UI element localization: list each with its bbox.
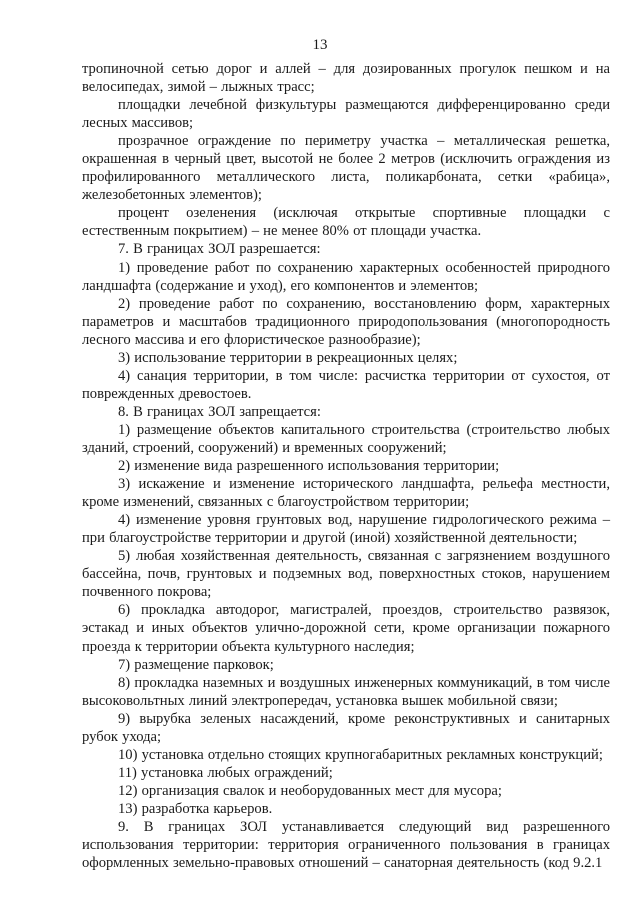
section-heading-7: 7. В границах ЗОЛ разрешается:: [118, 241, 321, 258]
list-item: 11) установка любых ограждений;: [118, 764, 333, 781]
paragraph: прозрачное ограждение по периметру участка – металлическая решетка, окрашенная в черный цвет, высотой не более 2 метров (исключить ограждения из профилированного металлического листа, поликарбоната, сетки «рабица», железобетонных элементов);: [82, 133, 610, 204]
paragraph: процент озеленения (исключая открытые спортивные площадки с естественным покрытием) – не менее 80% от площади участка.: [82, 205, 610, 240]
list-item: 9) вырубка зеленых насаждений, кроме реконструктивных и санитарных рубок ухода;: [82, 710, 610, 745]
list-item: 10) установка отдельно стоящих крупногабаритных рекламных конструкций;: [118, 746, 603, 763]
paragraph: тропиночной сетью дорог и аллей – для дозированных прогулок пешком и на велосипедах, зимой – лыжных трасс;: [82, 61, 610, 96]
list-item: 1) размещение объектов капитального строительства (строительство любых зданий, строений, сооружений) и временных сооружений;: [82, 421, 610, 456]
list-item: 4) санация территории, в том числе: расчистка территории от сухостоя, от поврежденных древостоев.: [82, 367, 610, 402]
list-item: 5) любая хозяйственная деятельность, связанная с загрязнением воздушного бассейна, почв, грунтовых и подземных вод, поверхностных стоков, нарушением почвенного покрова;: [82, 548, 610, 601]
document-body: [82, 60, 610, 872]
paragraph: площадки лечебной физкультуры размещаются дифференцированно среди лесных массивов;: [82, 97, 610, 132]
list-item: 3) использование территории в рекреационных целях;: [118, 349, 458, 366]
list-item: 6) прокладка автодорог, магистралей, проездов, строительство развязок, эстакад и иных объектов улично-дорожной сети, кроме организации пожарного проезда к территории объекта культурного наследия;: [82, 602, 610, 655]
list-item: 8) прокладка наземных и воздушных инженерных коммуникаций, в том числе высоковольтных линий электропередач, установка вышек мобильной связи;: [82, 674, 610, 709]
list-item: 13) разработка карьеров.: [118, 800, 273, 817]
list-item: 7) размещение парковок;: [118, 656, 274, 673]
list-item: 12) организация свалок и необорудованных мест для мусора;: [118, 782, 502, 799]
list-item: 4) изменение уровня грунтовых вод, нарушение гидрологического режима – при благоустройстве территории и другой (иной) хозяйственной деятельности;: [82, 512, 610, 547]
list-item: 2) проведение работ по сохранению, восстановлению форм, характерных параметров и масштабов традиционного природопользования (многопородность лесного массива и его флористическое разнообразие);: [82, 295, 610, 348]
section-heading-9: 9. В границах ЗОЛ устанавливается следующий вид разрешенного использования территории: территория ограниченного пользования в границах оформленных земельно-правовых отношений – санаторная деятельность (код 9.2.1: [82, 818, 610, 872]
list-item: 1) проведение работ по сохранению характерных особенностей природного ландшафта (содержание и уход), его компонентов и элементов;: [82, 259, 610, 294]
list-item: 2) изменение вида разрешенного использования территории;: [118, 458, 500, 475]
section-heading-8: 8. В границах ЗОЛ запрещается:: [118, 403, 321, 420]
list-item: 3) искажение и изменение исторического ландшафта, рельефа местности, кроме изменений, связанных с благоустройством территории;: [82, 476, 610, 511]
page-number: 13: [312, 37, 328, 53]
